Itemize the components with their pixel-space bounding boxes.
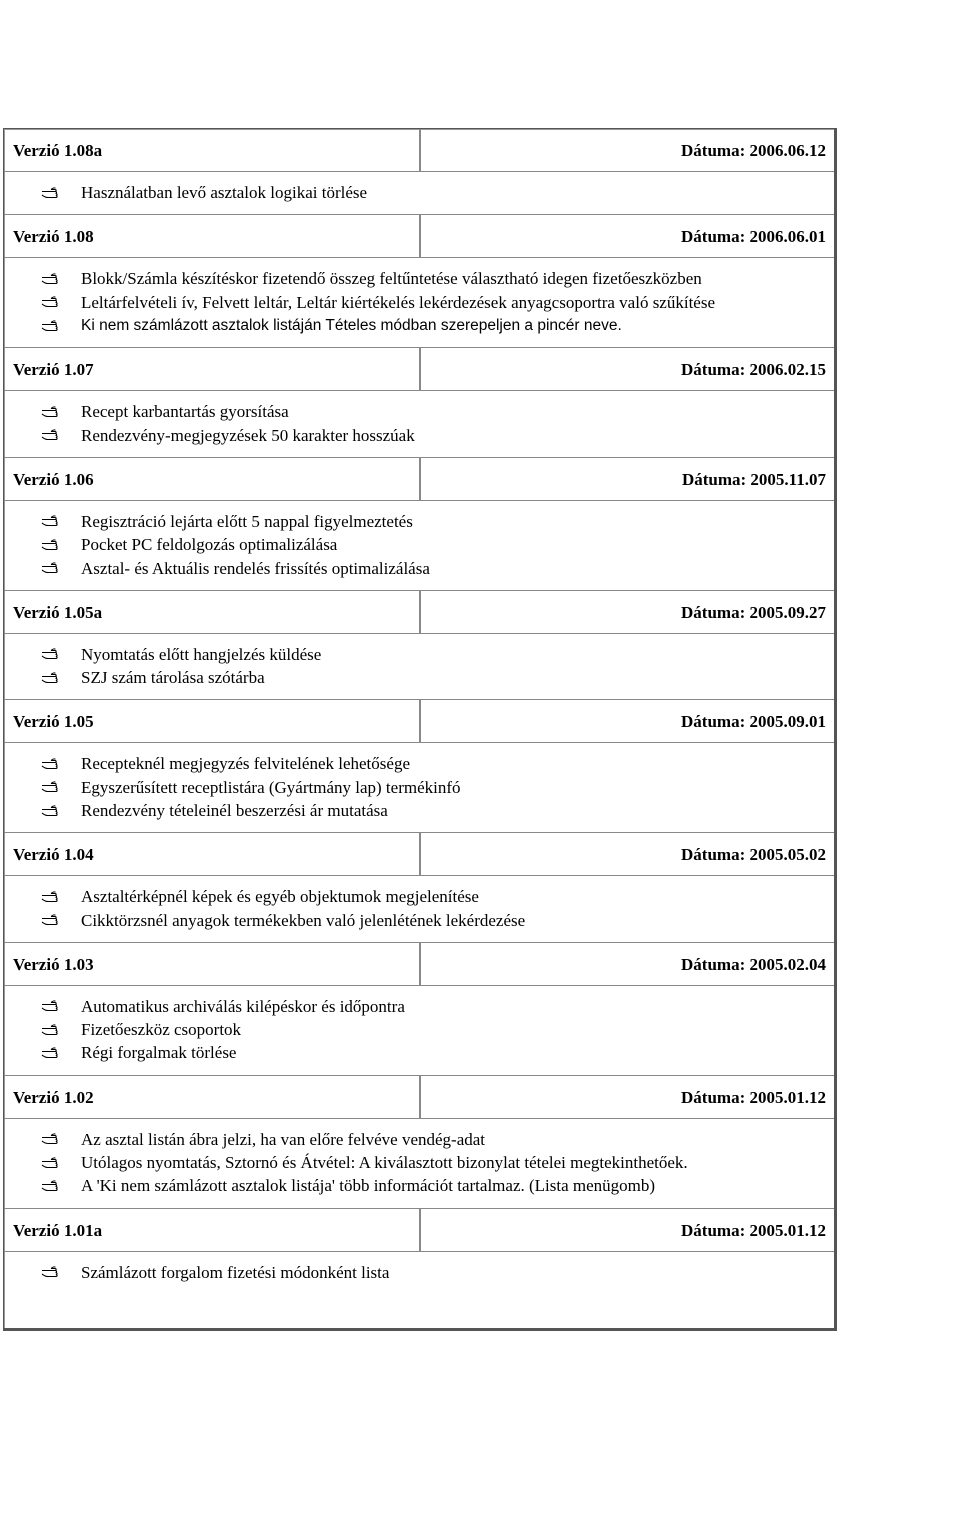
date-label: Dátuma: 2006.06.12 (681, 141, 826, 160)
change-item (4, 908, 834, 931)
version-header (4, 129, 834, 172)
pointing-hand-icon (41, 647, 77, 661)
change-item (4, 423, 834, 446)
version-section (4, 457, 834, 590)
pointing-hand-icon (41, 514, 77, 528)
version-header (4, 833, 834, 876)
version-label: Verzió 1.08a (13, 141, 103, 160)
pointing-hand-icon (41, 186, 77, 200)
date-cell (419, 1076, 834, 1118)
pointing-hand-icon (41, 295, 77, 309)
pointing-hand-icon (41, 1023, 77, 1037)
change-item (4, 752, 834, 775)
version-header (4, 591, 834, 634)
version-header (4, 1076, 834, 1119)
change-text: Recepteknél megjegyzés felvitelének lehetősége (81, 754, 410, 774)
change-text: Regisztráció lejárta előtt 5 nappal figyelmeztetés (81, 511, 413, 531)
version-label: Verzió 1.08 (13, 227, 94, 247)
change-item (4, 291, 834, 314)
version-header (4, 700, 834, 743)
date-label: Dátuma: 2005.01.12 (681, 1220, 826, 1240)
change-item (4, 1018, 834, 1041)
change-text: Blokk/Számla készítéskor fizetendő összeg feltűntetése választható idegen fizetőeszközben (81, 269, 702, 289)
version-section (4, 214, 834, 347)
pointing-hand-icon (41, 999, 77, 1013)
version-section (4, 347, 834, 457)
version-label: Verzió 1.05 (13, 712, 94, 732)
change-item (4, 533, 834, 556)
version-label: Verzió 1.06 (13, 469, 94, 489)
date-cell (419, 943, 834, 985)
version-label: Verzió 1.01a (13, 1220, 103, 1240)
pointing-hand-icon (41, 319, 77, 333)
change-text: Rendezvény tételeinél beszerzési ár mutatása (81, 801, 388, 820)
date-cell (419, 348, 834, 390)
pointing-hand-icon (41, 1046, 77, 1060)
pointing-hand-icon (41, 1179, 77, 1193)
pointing-hand-icon (41, 428, 77, 442)
version-header (4, 215, 834, 258)
date-cell (419, 458, 834, 500)
change-list (4, 391, 834, 457)
pointing-hand-icon (41, 1265, 77, 1279)
date-label: Dátuma: 2005.05.02 (681, 845, 826, 865)
change-item (4, 776, 834, 799)
change-item (4, 556, 834, 579)
change-text: Automatikus archiválás kilépéskor és időpontra (81, 996, 405, 1016)
change-text: SZJ szám tárolása szótárba (81, 668, 265, 688)
change-item (4, 885, 834, 908)
version-section (4, 1208, 834, 1328)
version-header (4, 348, 834, 391)
change-item (4, 510, 834, 533)
version-label: Verzió 1.04 (13, 845, 94, 865)
change-text: Számlázott forgalom fizetési módonként lista (81, 1262, 390, 1282)
change-text: Cikktörzsnél anyagok termékekben való jelenlétének lekérdezése (81, 910, 526, 930)
version-header (4, 943, 834, 986)
change-list (4, 258, 834, 347)
change-item (4, 181, 834, 204)
version-label: Verzió 1.07 (13, 360, 94, 380)
date-cell (419, 833, 834, 875)
change-item (4, 1041, 834, 1064)
date-label: Dátuma: 2005.09.01 (681, 712, 826, 732)
date-label: Dátuma: 2006.02.15 (681, 360, 826, 380)
change-text: Pocket PC feldolgozás optimalizálása (81, 535, 338, 555)
version-section (4, 129, 834, 214)
version-section (4, 1075, 834, 1208)
version-section (4, 699, 834, 832)
date-cell (419, 591, 834, 633)
pointing-hand-icon (41, 272, 77, 286)
change-text: Asztaltérképnél képek és egyéb objektumok megjelenítése (81, 887, 479, 907)
change-text: Rendezvény-megjegyzések 50 karakter hosszúak (81, 425, 415, 445)
pointing-hand-icon (41, 757, 77, 771)
version-section (4, 942, 834, 1075)
change-list (4, 1119, 834, 1208)
change-item (4, 666, 834, 689)
version-section (4, 590, 834, 700)
change-text: Recept karbantartás gyorsítása (81, 402, 289, 422)
date-cell (419, 215, 834, 257)
version-label: Verzió 1.03 (13, 954, 94, 974)
change-text: Fizetőeszköz csoportok (81, 1020, 242, 1040)
change-text: Használatban levő asztalok logikai törlése (81, 183, 368, 203)
change-item (4, 1261, 834, 1284)
change-list (4, 501, 834, 590)
date-label: Dátuma: 2005.02.04 (681, 954, 826, 974)
version-header (4, 1209, 834, 1252)
change-list (4, 634, 834, 700)
change-text: Egyszerűsített receptlistára (Gyártmány lap) termékinfó (81, 777, 461, 797)
pointing-hand-icon (41, 561, 77, 575)
version-header (4, 458, 834, 501)
pointing-hand-icon (41, 671, 77, 685)
change-text: A 'Ki nem számlázott asztalok listája' több információt tartalmaz. (Lista menügomb) (81, 1176, 656, 1196)
change-text: Utólagos nyomtatás, Sztornó és Átvétel: A kiválasztott bizonylat tételei megtekinthetőek. (81, 1153, 688, 1173)
pointing-hand-icon (41, 1132, 77, 1146)
change-text: Régi forgalmak törlése (81, 1043, 237, 1063)
change-item (4, 1128, 834, 1151)
change-text: Leltárfelvételi ív, Felvett leltár, Leltár kiértékelés lekérdezések anyagcsoportra való szűkítése (81, 292, 716, 312)
date-cell (419, 700, 834, 742)
pointing-hand-icon (41, 890, 77, 904)
change-item (4, 267, 834, 290)
date-cell (419, 129, 834, 171)
change-list (4, 172, 834, 214)
change-item (4, 995, 834, 1018)
change-text: Asztal- és Aktuális rendelés frissítés optimalizálása (81, 558, 430, 578)
pointing-hand-icon (41, 780, 77, 794)
change-text: Ki nem számlázott asztalok listáján Tételes módban szerepeljen a pincér neve. (81, 317, 622, 335)
change-text: Nyomtatás előtt hangjelzés küldése (81, 644, 322, 664)
pointing-hand-icon (41, 913, 77, 927)
change-text: Az asztal listán ábra jelzi, ha van előre felvéve vendég-adat (81, 1129, 486, 1149)
pointing-hand-icon (41, 405, 77, 419)
change-list (4, 743, 834, 832)
change-item (4, 400, 834, 423)
pointing-hand-icon (41, 1156, 77, 1170)
change-list (4, 1252, 834, 1328)
change-item (4, 314, 834, 337)
pointing-hand-icon (41, 804, 77, 818)
changelog-table (3, 128, 837, 1331)
date-label: Dátuma: 2005.09.27 (681, 602, 826, 622)
change-item (4, 643, 834, 666)
change-item (4, 1174, 834, 1197)
pointing-hand-icon (41, 538, 77, 552)
change-list (4, 876, 834, 942)
date-cell (419, 1209, 834, 1251)
version-label: Verzió 1.05a (13, 602, 103, 622)
date-label: Dátuma: 2006.06.01 (681, 227, 826, 247)
version-section (4, 832, 834, 942)
date-label: Dátuma: 2005.11.07 (681, 469, 826, 489)
change-item (4, 799, 834, 822)
date-label: Dátuma: 2005.01.12 (681, 1087, 826, 1107)
change-list (4, 986, 834, 1075)
version-label: Verzió 1.02 (13, 1087, 94, 1107)
change-item (4, 1151, 834, 1174)
